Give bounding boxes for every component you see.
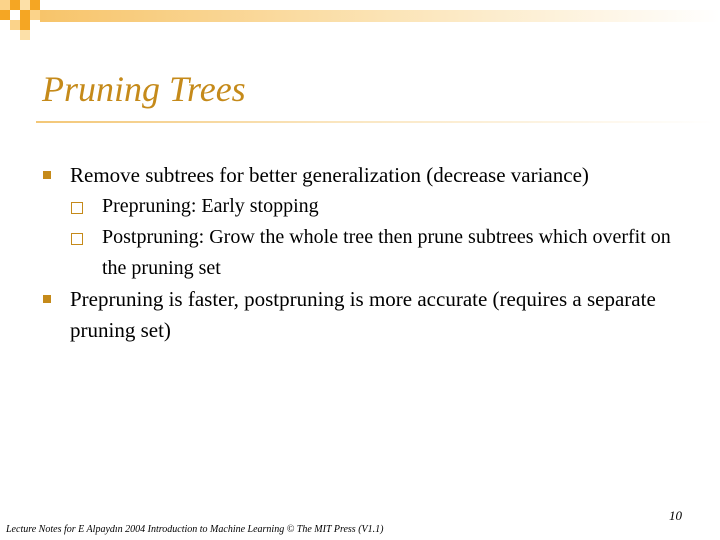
- sub-bullet-text: Prepruning: Early stopping: [102, 195, 319, 217]
- slide-body: [0, 160, 720, 346]
- hollow-square-bullet-icon: [71, 233, 83, 245]
- title-divider: [36, 121, 716, 123]
- sub-bullet-text: Postpruning: Grow the whole tree then prune subtrees which overfit on the pruning set: [102, 226, 671, 279]
- sub-bullet-item: [102, 222, 672, 284]
- corner-decoration: [0, 0, 720, 50]
- square-bullet-icon: [43, 295, 51, 303]
- slide-title: Pruning Trees: [42, 69, 246, 109]
- bullet-item: [70, 284, 670, 346]
- bullet-item: [70, 160, 670, 191]
- sub-bullet-item: [102, 191, 672, 222]
- page-number: 10: [669, 508, 682, 523]
- footer-citation: Lecture Notes for E Alpaydın 2004 Introduction to Machine Learning © The MIT Press (V1.1): [6, 524, 384, 535]
- square-bullet-icon: [43, 171, 51, 179]
- bullet-text: Prepruning is faster, postpruning is more accurate (requires a separate pruning set): [70, 287, 656, 342]
- hollow-square-bullet-icon: [71, 202, 83, 214]
- bullet-text: Remove subtrees for better generalization (decrease variance): [70, 163, 589, 187]
- sub-list: [70, 191, 670, 284]
